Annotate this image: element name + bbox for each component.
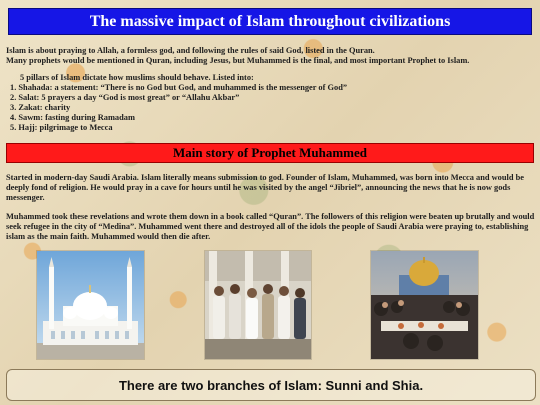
- story-paragraph-1: Started in modern-day Saudi Arabia. Islam literally means submission to god. Founder of Islam, Muhammed, was born into Mecca and would be deeply fond of religion. He would pray in a cave for hours until he was visited by the angel “Jibriel”, announcing the news that he is now gods messenger.: [6, 173, 524, 202]
- page-title: The massive impact of Islam throughout civilizations: [8, 8, 532, 35]
- intro-line-1: Islam is about praying to Allah, a formless god, and following the rules of said God, listed in the Quran.: [6, 46, 375, 55]
- prayer-image: [204, 250, 312, 360]
- list-item: 5. Hajj: pilgrimage to Mecca: [10, 123, 113, 132]
- pillars-heading: 5 pillars of Islam dictate how muslims should behave. Listed into:: [20, 73, 254, 82]
- footer-callout: There are two branches of Islam: Sunni and Shia.: [6, 369, 536, 401]
- mosque-image: [36, 250, 145, 360]
- list-item: 2. Salat: 5 prayers a day “God is most great” or “Allahu Akbar”: [10, 93, 240, 102]
- list-item: 4. Sawm: fasting during Ramadam: [10, 113, 135, 122]
- intro-line-2: Many prophets would be mentioned in Quran, including Jesus, but Muhammed is the final, and most important Prophet to Islam.: [6, 56, 470, 65]
- list-item: 1. Shahada: a statement: “There is no God but God, and muhammed is the messenger of God”: [10, 83, 348, 92]
- intro-text: [6, 46, 536, 66]
- story-paragraph-2: Muhammed took these revelations and wrote them down in a book called “Quran”. The followers of this religion were beaten up brutally and would seek refugee in the city of “Medina”. Muhammed went there and destroyed all of the idols the people of Saudi Arabia were praying to, establishing islam as the main faith. Muhammed would then die after.: [6, 212, 535, 241]
- section-heading: Main story of Prophet Muhammed: [6, 143, 534, 163]
- dome-gathering-image: [370, 250, 479, 360]
- list-item: 3. Zakat: charity: [10, 103, 71, 112]
- pillars-list: [10, 83, 530, 133]
